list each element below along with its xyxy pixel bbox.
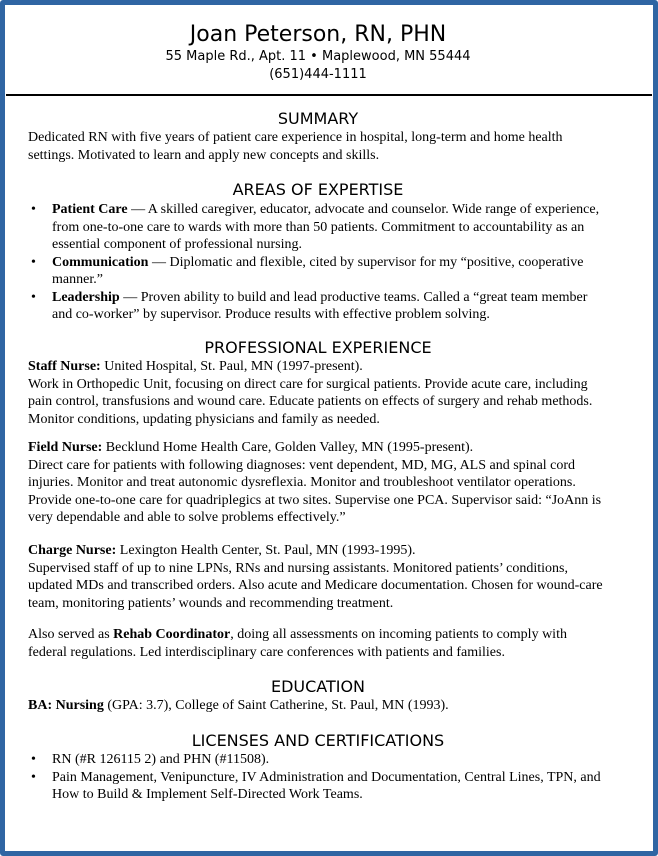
education-degree: BA: Nursing xyxy=(28,698,104,713)
additional-role-prefix: Also served as xyxy=(28,627,114,642)
bullet-icon: • xyxy=(31,289,36,305)
licenses-heading: LICENSES AND CERTIFICATIONS xyxy=(191,731,445,750)
expertise-list xyxy=(28,201,603,324)
expertise-term: Communication xyxy=(52,254,149,270)
header-divider xyxy=(6,94,652,96)
summary-heading: SUMMARY xyxy=(277,109,359,128)
job-description: Direct care for patients with following diagnoses: vent dependent, MD, MG, ALS and spinal cord injuries. Monitor and treat autonomic dysreflexia. Monitor and troubleshoot ventilator operations. Provide one-to-one care for quadriplegics at two sites. Supervise one PCA. Supervisor said: “JoAnn is very dependable and able to solve problems effectively.” xyxy=(28,457,602,525)
bullet-icon: • xyxy=(31,752,36,767)
list-item xyxy=(28,201,603,254)
contact-address: 55 Maple Rd., Apt. 11 • Maplewood, MN 55444 xyxy=(165,49,471,64)
bullet-icon: • xyxy=(31,254,36,270)
job-role: Charge Nurse: xyxy=(28,543,117,558)
job-description: Supervised staff of up to nine LPNs, RNs and nursing assistants. Monitored patients’ conditions, updated MDs and transcribed orders. Also acute and Medicare documentation. Chosen for wound-care team, monitoring patients’ wounds and recommending treatment. xyxy=(28,560,603,611)
bullet-icon: • xyxy=(31,202,36,217)
expertise-heading: AREAS OF EXPERTISE xyxy=(232,180,404,199)
job-entry xyxy=(28,542,603,612)
job-role: Field Nurse: xyxy=(28,440,103,455)
job-employer: Becklund Home Health Care, Golden Valley, MN (1995-present). xyxy=(102,440,474,455)
list-item xyxy=(28,254,603,289)
expertise-term: Patient Care xyxy=(52,202,128,217)
expertise-text: — Diplomatic and flexible, cited by supervisor for my “positive, cooperative manner.” xyxy=(52,254,584,287)
additional-role-title: Rehab Coordinator xyxy=(113,627,231,642)
bullet-icon: • xyxy=(31,769,36,785)
expertise-term: Leadership xyxy=(52,289,120,305)
additional-role-text: , doing all assessments on incoming patients to comply with federal regulations. Led interdisciplinary care conferences with patients and families. xyxy=(28,627,567,660)
education-details: (GPA: 3.7), College of Saint Catherine, St. Paul, MN (1993). xyxy=(103,698,449,713)
expertise-text: — Proven ability to build and lead productive teams. Called a “great team member and co-worker” by supervisor. Produce results with effective problem solving. xyxy=(52,289,588,322)
job-employer: Lexington Health Center, St. Paul, MN (1993-1995). xyxy=(116,543,416,558)
list-item xyxy=(28,769,603,804)
additional-role xyxy=(28,626,603,661)
job-entry xyxy=(28,358,603,428)
resume-header xyxy=(28,22,608,84)
job-description: Work in Orthopedic Unit, focusing on direct care for surgical patients. Provide acute care, including pain control, transfusions and wound care. Educate patients on effects of surgery and rehab methods. Monitor conditions, updating physicians and family as needed. xyxy=(28,376,593,427)
job-entry xyxy=(28,439,603,527)
candidate-name: Joan Peterson, RN, PHN xyxy=(189,22,447,47)
license-text: RN (#R 126115 2) and PHN (#11508). xyxy=(52,752,270,767)
contact-phone: (651)444-1111 xyxy=(269,67,367,82)
licenses-list xyxy=(28,751,603,804)
license-text: Pain Management, Venipuncture, IV Administration and Documentation, Central Lines, TPN, and How to Build & Implement Self-Directed Work Teams. xyxy=(52,769,601,802)
education-entry xyxy=(28,697,603,715)
job-role: Staff Nurse: xyxy=(28,359,101,374)
expertise-text: — A skilled caregiver, educator, advocate and counselor. Wide range of experience, from one-to-one care to wards with more than 50 patients. Commitment to accountability as an essential component of professional nursing. xyxy=(52,202,600,252)
experience-heading: PROFESSIONAL EXPERIENCE xyxy=(204,338,432,357)
education-heading: EDUCATION xyxy=(270,677,366,696)
list-item xyxy=(28,289,603,324)
job-employer: United Hospital, St. Paul, MN (1997-present). xyxy=(100,359,363,374)
list-item xyxy=(28,751,603,769)
summary-text: Dedicated RN with five years of patient care experience in hospital, long-term and home health settings. Motivated to learn and apply new concepts and skills. xyxy=(28,130,563,163)
